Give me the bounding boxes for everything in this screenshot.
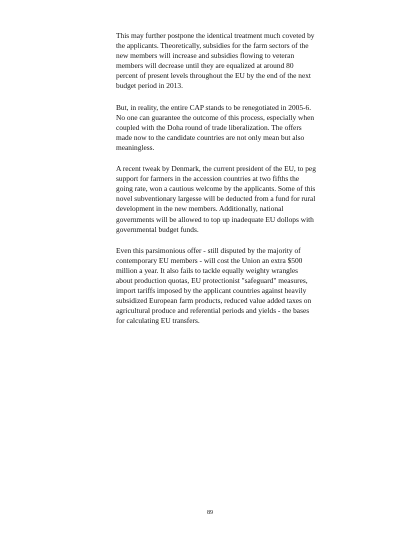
body-text: [116, 31, 316, 337]
paragraph-3: A recent tweak by Denmark, the current president of the EU, to peg support for farmers in the accession countries at two fifths the going rate, won a cautious welcome by the applicants. Some of this novel subventionary largesse will be deducted from a fund for rural development in the new members. Additionally, national governments will be allowed to top up inadequate EU dollops with governmental budget funds.: [116, 164, 316, 234]
paragraph-4: Even this parsimonious offer - still disputed by the majority of contemporary EU members - will cost the Union an extra $500 million a year. It also fails to tackle equally weighty wrangles about production quotas, EU protectionist "safeguard" measures, import tariffs imposed by the applicant countries against heavily subsidized European farm products, reduced value added taxes on agricultural produce and referential periods and yields - the bases for calculating EU transfers.: [116, 245, 312, 326]
page-number: 89: [207, 510, 213, 516]
paragraph-1: This may further postpone the identical treatment much coveted by the applicants. Theoretically, subsidies for the farm sectors of the new members will increase and subsidies flowing to veteran members will decrease until they are equalized at around 80 percent of present levels throughout the EU by the end of the next budget period in 2013.: [116, 31, 315, 91]
paragraph-2: But, in reality, the entire CAP stands to be renegotiated in 2005-6. No one can guarantee the outcome of this process, especially when coupled with the Doha round of trade liberalization. The offers made now to the candidate countries are not only mean but also meaningless.: [116, 102, 315, 152]
